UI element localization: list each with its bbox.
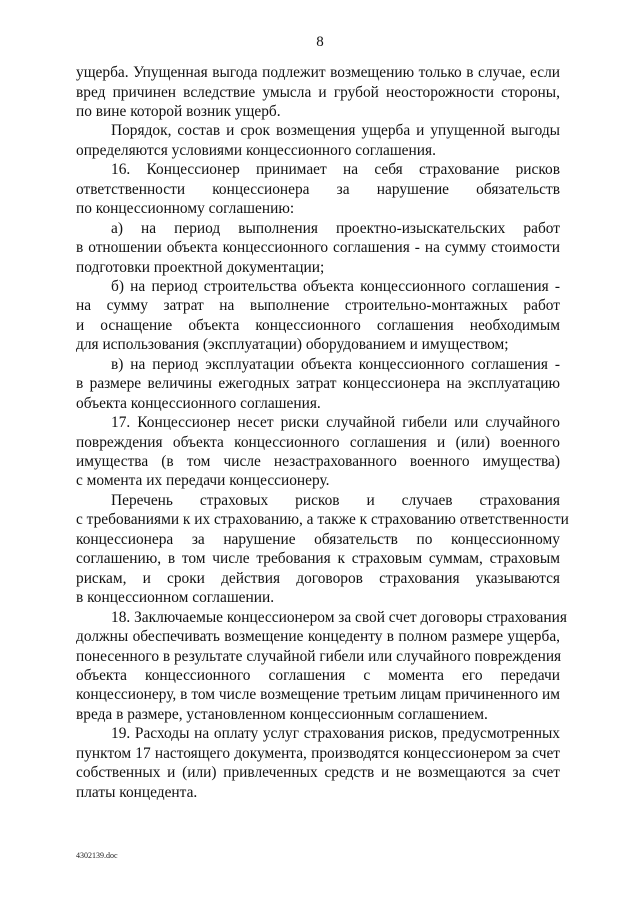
- text-line: б) на период строительства объекта концессионного соглашения -: [111, 277, 560, 295]
- document-file-code: 4302139.doc: [76, 851, 118, 860]
- text-line: 16. Концессионер принимает на себя страхование рисков: [111, 161, 560, 179]
- text-line: по концессионному соглашению:: [76, 200, 295, 218]
- text-line: Порядок, состав и срок возмещения ущерба и упущенной выгоды: [111, 122, 560, 140]
- text-line: в отношении объекта концессионного соглашения - на сумму стоимости: [76, 239, 560, 256]
- text-line: на сумму затрат на выполнение строительно-монтажных работ: [76, 297, 560, 315]
- text-line: а) на период выполнения проектно-изыскательских работ: [111, 219, 560, 237]
- text-line: 18. Заключаемые концессионером за свой счет договоры страхования: [111, 608, 567, 626]
- text-line: ответственности концессионера за нарушение обязательств: [76, 180, 560, 198]
- text-line: соглашению, в том числе требования к страховым суммам, страховым: [76, 550, 560, 568]
- text-line: концессионеру, в том числе возмещение третьим лицам причиненного им: [76, 686, 560, 704]
- text-line: с требованиями к их страхованию, а также к страхованию ответственности: [76, 511, 569, 529]
- text-line: и оснащение объекта концессионного соглашения необходимым: [76, 316, 560, 334]
- text-line: Перечень страховых рисков и случаев страхования: [111, 491, 560, 509]
- text-line: 17. Концессионер несет риски случайной гибели или случайного: [111, 414, 560, 432]
- text-line: с момента их передачи концессионеру.: [76, 472, 330, 490]
- text-line: в) на период эксплуатации объекта концессионного соглашения -: [111, 355, 560, 373]
- text-line: понесенного в результате случайной гибели или случайного повреждения: [76, 647, 562, 665]
- text-line: объекта концессионного соглашения с момента его передачи: [76, 666, 560, 684]
- text-line: подготовки проектной документации;: [76, 258, 325, 276]
- text-line: ущерба. Упущенная выгода подлежит возмещению только в случае, если: [76, 64, 560, 81]
- text-line: вред причинен вследствие умысла и грубой неосторожности стороны,: [76, 83, 560, 101]
- text-line: платы концедента.: [76, 783, 198, 801]
- text-line: вреда в размере, установленном концессионным соглашением.: [76, 705, 488, 723]
- text-line: собственных и (или) привлеченных средств и не возмещаются за счет: [76, 764, 560, 782]
- text-line: определяются условиями концессионного соглашения.: [76, 141, 436, 159]
- text-line: рискам, и сроки действия договоров страхования указываются: [76, 569, 560, 587]
- text-line: концессионера за нарушение обязательств по концессионному: [76, 530, 560, 548]
- text-line: 19. Расходы на оплату услуг страхования рисков, предусмотренных: [111, 725, 560, 743]
- text-line: должны обеспечивать возмещение концеденту в полном размере ущерба,: [76, 628, 560, 645]
- text-line: имущества (в том числе незастрахованного военного имущества): [76, 453, 560, 470]
- text-line: по вине которой возник ущерб.: [76, 102, 281, 120]
- text-line: в размере величины ежегодных затрат концессионера на эксплуатацию: [76, 375, 560, 393]
- text-line: в концессионном соглашении.: [76, 589, 275, 607]
- text-line: объекта концессионного соглашения.: [76, 394, 321, 412]
- text-line: повреждения объекта концессионного соглашения и (или) военного: [76, 433, 560, 451]
- page-number: 8: [316, 34, 324, 50]
- text-line: для использования (эксплуатации) оборудованием и имуществом;: [76, 336, 509, 354]
- text-line: пунктом 17 настоящего документа, производятся концессионером за счет: [76, 744, 560, 762]
